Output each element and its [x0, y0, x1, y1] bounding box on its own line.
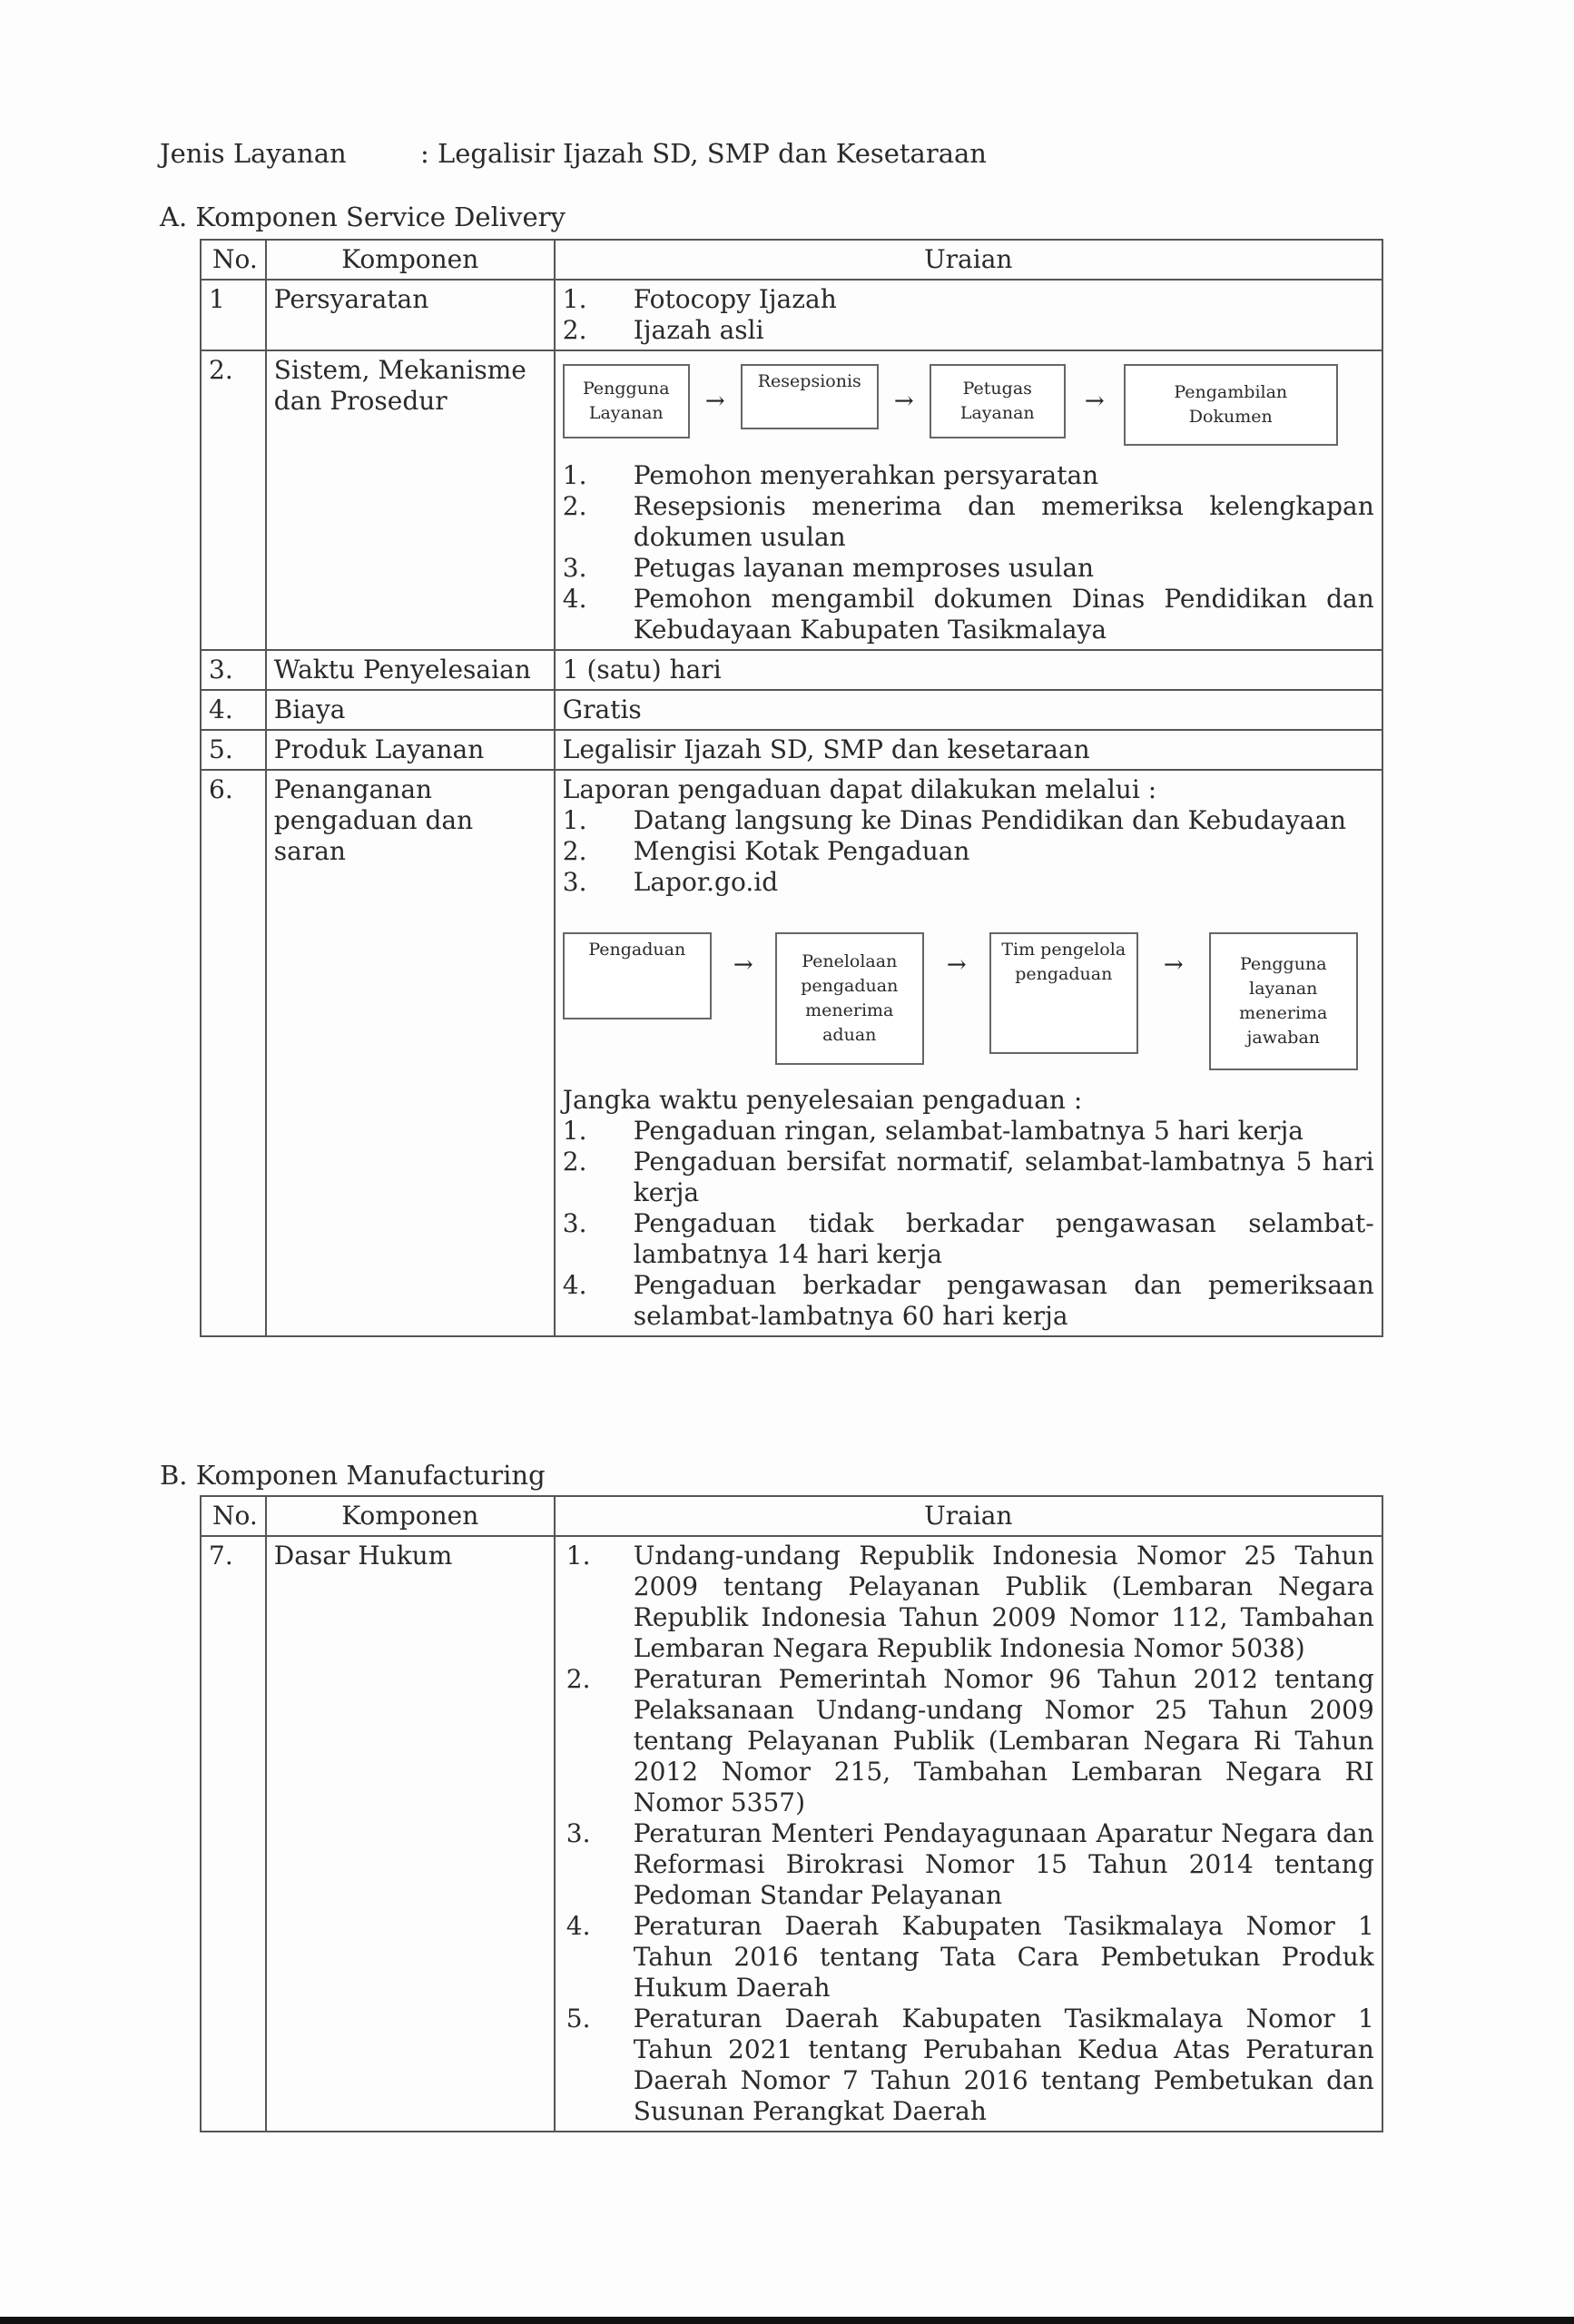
header-uraian: Uraian — [555, 240, 1382, 280]
header-komponen: Komponen — [266, 1496, 555, 1536]
legal-basis-list — [566, 1541, 1374, 2127]
list-item: 2. Resepsionis menerima dan memeriksa kelengkapan dokumen usulan — [562, 491, 1374, 552]
arrow-right-icon: → — [704, 388, 725, 415]
procedure-list — [563, 460, 1374, 645]
row-uraian — [555, 350, 1382, 650]
row-uraian: Legalisir Ijazah SD, SMP dan kesetaraan — [555, 730, 1382, 770]
service-type-line — [160, 138, 987, 169]
row-uraian — [555, 770, 1382, 1336]
table-row — [201, 770, 1382, 1336]
procedure-flowchart — [563, 364, 1374, 446]
row-komponen: Penanganan pengaduan dan saran — [266, 770, 555, 1336]
list-item: 1. Undang-undang Republik Indonesia Nomor 25 Tahun 2009 tentang Pelayanan Publik (Lembaran Negara Republik Indonesia Tahun 2009 Nomor 112, Tambahan Lembaran Negara Republik Indonesia Nomor 5038) — [566, 1541, 1374, 1663]
table-row — [201, 280, 1382, 350]
arrow-right-icon: → — [893, 388, 914, 415]
complaint-flowchart — [563, 932, 1374, 1070]
list-item: 2. Pengaduan bersifat normatif, selambat-lambatnya 5 hari kerja — [562, 1147, 1374, 1207]
flow-box: Pengambilan Dokumen — [1124, 364, 1338, 446]
flow-box: Pengguna Layanan — [563, 364, 690, 438]
arrow-right-icon: → — [946, 951, 967, 979]
flow-box: Resepsionis — [741, 364, 879, 429]
list-item: 2. Mengisi Kotak Pengaduan — [562, 836, 970, 866]
header-komponen: Komponen — [266, 240, 555, 280]
row-komponen: Produk Layanan — [266, 730, 555, 770]
arrow-right-icon: → — [1084, 388, 1105, 415]
table-row — [201, 650, 1382, 690]
table-row — [201, 690, 1382, 730]
list-item: 2. Ijazah asli — [562, 315, 764, 345]
list-item: 1. Pemohon menyerahkan persyaratan — [562, 460, 1099, 490]
list-item: 1. Fotocopy Ijazah — [562, 284, 837, 314]
flow-box: Pengaduan — [563, 932, 712, 1019]
service-delivery-table — [200, 239, 1383, 1337]
list-item: 3. Peraturan Menteri Pendayagunaan Aparatur Negara dan Reformasi Birokrasi Nomor 15 Tahun 2014 tentang Pedoman Standar Pelayanan — [566, 1818, 1374, 1910]
list-item: 5. Peraturan Daerah Kabupaten Tasikmalaya Nomor 1 Tahun 2021 tentang Perubahan Kedua Atas Peraturan Daerah Nomor 7 Tahun 2016 tentang Pembetukan dan Susunan Perangkat Daerah — [566, 2004, 1374, 2126]
row-no: 7. — [201, 1536, 266, 2132]
list-item: 2. Peraturan Pemerintah Nomor 96 Tahun 2012 tentang Pelaksanaan Undang-undang Nomor 25 Tahun 2009 tentang Pelayanan Publik (Lembaran Negara Ri Tahun 2012 Nomor 215, Tambahan Lembaran Negara RI Nomor 5357) — [566, 1664, 1374, 1817]
manufacturing-table — [200, 1495, 1383, 2132]
arrow-right-icon: → — [733, 951, 753, 979]
scan-bottom-edge — [0, 2317, 1574, 2324]
row-komponen: Persyaratan — [266, 280, 555, 350]
list-item: 4. Pengaduan berkadar pengawasan dan pemeriksaan selambat-lambatnya 60 hari kerja — [562, 1270, 1374, 1331]
header-no: No. — [201, 1496, 266, 1536]
table-row — [201, 730, 1382, 770]
row-komponen: Waktu Penyelesaian — [266, 650, 555, 690]
complaint-channel-list — [563, 805, 1374, 898]
resolution-time-list — [563, 1116, 1374, 1332]
row-komponen: Dasar Hukum — [266, 1536, 555, 2132]
section-b-title: B. Komponen Manufacturing — [160, 1460, 546, 1491]
requirement-list — [563, 284, 1374, 346]
row-no: 3. — [201, 650, 266, 690]
list-item: 1. Pengaduan ringan, selambat-lambatnya 5 hari kerja — [562, 1116, 1303, 1146]
list-item: 3. Pengaduan tidak berkadar pengawasan selambat-lambatnya 14 hari kerja — [562, 1208, 1374, 1269]
flow-box: Tim pengelola pengaduan — [989, 932, 1138, 1054]
table-row — [201, 1536, 1382, 2132]
row-uraian — [555, 1536, 1382, 2132]
flow-box: Pengguna layanan menerima jawaban — [1209, 932, 1358, 1070]
row-uraian: 1 (satu) hari — [555, 650, 1382, 690]
list-item: 3. Lapor.go.id — [562, 867, 779, 897]
list-item: 4. Pemohon mengambil dokumen Dinas Pendidikan dan Kebudayaan Kabupaten Tasikmalaya — [562, 584, 1374, 645]
row-komponen: Sistem, Mekanisme dan Prosedur — [266, 350, 555, 650]
row-no: 2. — [201, 350, 266, 650]
arrow-right-icon: → — [1163, 951, 1184, 979]
row-no: 5. — [201, 730, 266, 770]
complaint-intro: Laporan pengaduan dapat dilakukan melalui : — [562, 774, 1157, 804]
table-row — [201, 350, 1382, 650]
header-no: No. — [201, 240, 266, 280]
service-type-value: : Legalisir Ijazah SD, SMP dan Kesetaraan — [420, 138, 987, 169]
row-no: 1 — [201, 280, 266, 350]
service-type-label: Jenis Layanan — [160, 138, 347, 169]
flow-box: Petugas Layanan — [930, 364, 1066, 438]
row-no: 4. — [201, 690, 266, 730]
row-uraian — [555, 280, 1382, 350]
list-item: 4. Peraturan Daerah Kabupaten Tasikmalaya Nomor 1 Tahun 2016 tentang Tata Cara Pembetukan Produk Hukum Daerah — [566, 1911, 1374, 2003]
header-uraian: Uraian — [555, 1496, 1382, 1536]
table-header-row — [201, 1496, 1382, 1536]
row-komponen: Biaya — [266, 690, 555, 730]
list-item: 1. Datang langsung ke Dinas Pendidikan dan Kebudayaan — [562, 805, 1347, 835]
list-item: 3. Petugas layanan memproses usulan — [562, 553, 1095, 583]
resolution-time-intro: Jangka waktu penyelesaian pengaduan : — [562, 1085, 1083, 1115]
section-a-title: A. Komponen Service Delivery — [160, 202, 566, 232]
flow-box: Penelolaan pengaduan menerima aduan — [775, 932, 924, 1065]
table-header-row — [201, 240, 1382, 280]
row-uraian: Gratis — [555, 690, 1382, 730]
row-no: 6. — [201, 770, 266, 1336]
